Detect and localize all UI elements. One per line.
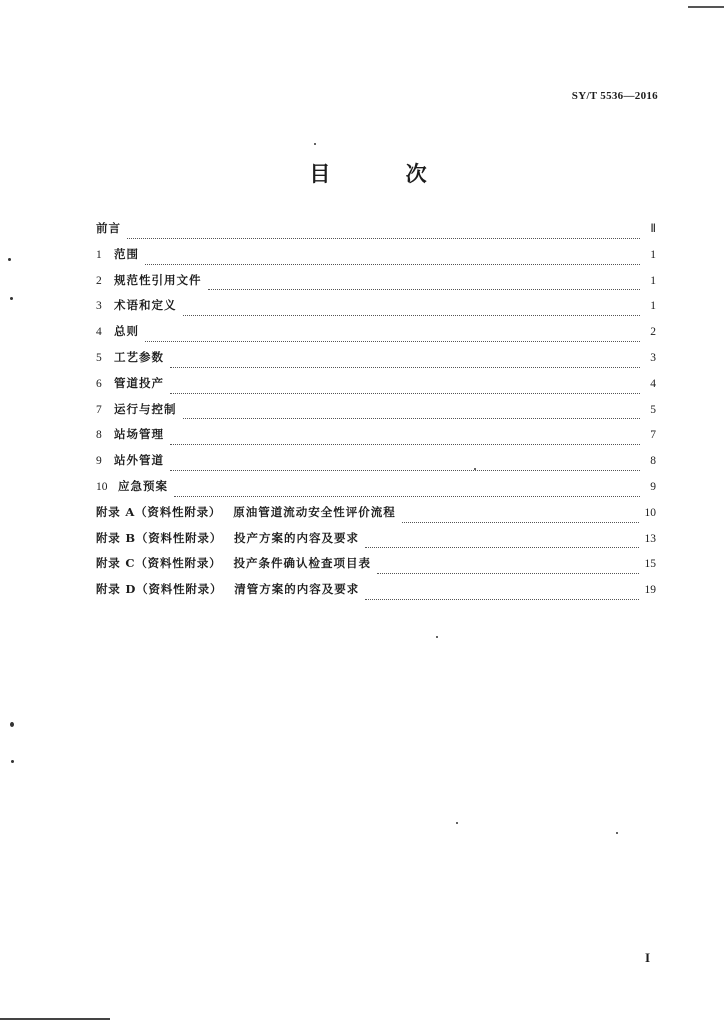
- dot-leader: [365, 598, 638, 600]
- toc-page-number: 1: [650, 248, 656, 261]
- scan-speck: [314, 143, 316, 145]
- toc-entry-3[interactable]: [96, 297, 656, 323]
- toc-label: 术语和定义: [114, 298, 177, 313]
- page-number: I: [644, 950, 650, 965]
- toc-number: 3: [96, 300, 102, 313]
- toc-page-number: 3: [650, 351, 656, 364]
- standard-code: SY/T 5536—2016: [571, 90, 658, 102]
- toc-number: 5: [96, 351, 102, 364]
- dot-leader: [170, 392, 640, 394]
- toc-page-number: 10: [644, 506, 656, 519]
- toc-label: 管道投产: [114, 375, 164, 390]
- toc-label: 清管方案的内容及要求: [234, 582, 360, 597]
- scan-speck: [11, 760, 14, 763]
- toc-page-number: 1: [650, 300, 656, 313]
- scan-speck: [436, 636, 438, 638]
- toc-entry-appendix-a[interactable]: [96, 504, 656, 530]
- toc-label: 站外管道: [114, 453, 164, 468]
- scan-edge-line: [688, 6, 724, 8]
- toc-entry-appendix-d[interactable]: [96, 581, 656, 607]
- toc-entry-2[interactable]: [96, 272, 656, 298]
- toc-page-number: 13: [644, 532, 656, 545]
- dot-leader: [145, 263, 640, 265]
- toc-number: 10: [96, 480, 108, 493]
- toc-page-number: Ⅱ: [650, 223, 656, 235]
- toc-entry-9[interactable]: [96, 452, 656, 478]
- page-title: 目 次: [309, 161, 461, 186]
- toc-page-number: 1: [650, 274, 656, 287]
- toc-number: 9: [96, 455, 102, 468]
- toc-page-number: 5: [650, 403, 656, 416]
- toc-number: 4: [96, 326, 102, 339]
- dot-leader: [170, 469, 640, 471]
- toc-entry-7[interactable]: [96, 401, 656, 427]
- toc-number: 7: [96, 403, 102, 416]
- appendix-id: 附录 A（资料性附录）: [96, 504, 222, 519]
- toc-page-number: 2: [650, 326, 656, 339]
- toc-page-number: 4: [650, 377, 656, 390]
- toc-label: 站场管理: [114, 427, 164, 442]
- toc-label: 前言: [96, 221, 121, 235]
- toc-entry-10[interactable]: [96, 478, 656, 504]
- toc-page-number: 15: [644, 558, 656, 571]
- dot-leader: [183, 417, 641, 419]
- toc-label: 范围: [114, 246, 139, 261]
- scan-speck: [10, 297, 13, 300]
- toc-number: 8: [96, 429, 102, 442]
- dot-leader: [170, 443, 640, 445]
- toc-label: 投产方案的内容及要求: [234, 530, 360, 545]
- appendix-id: 附录 C（资料性附录）: [96, 556, 222, 571]
- dot-leader: [145, 340, 640, 342]
- dot-leader: [170, 366, 640, 368]
- toc-label: 运行与控制: [114, 401, 177, 416]
- toc-entry-foreword[interactable]: [96, 220, 656, 246]
- toc-page-number: 9: [650, 480, 656, 493]
- toc-label: 原油管道流动安全性评价流程: [233, 504, 396, 519]
- scan-speck: [10, 722, 14, 727]
- toc-page-number: 19: [644, 584, 656, 597]
- appendix-id: 附录 D（资料性附录）: [96, 582, 223, 597]
- scan-edge-line: [0, 1018, 110, 1020]
- scan-speck: [8, 258, 11, 261]
- toc-number: 1: [96, 248, 102, 261]
- dot-leader: [365, 546, 638, 548]
- dot-leader: [127, 237, 640, 239]
- scan-speck: [616, 832, 618, 834]
- toc-entry-appendix-c[interactable]: [96, 555, 656, 581]
- toc-entry-1[interactable]: [96, 246, 656, 272]
- toc-entry-6[interactable]: [96, 375, 656, 401]
- toc-number: 6: [96, 377, 102, 390]
- toc-label: 应急预案: [118, 478, 168, 493]
- dot-leader: [183, 314, 641, 316]
- scan-speck: [474, 468, 476, 470]
- dot-leader: [402, 521, 639, 523]
- toc-page-number: 7: [650, 429, 656, 442]
- toc-label: 规范性引用文件: [114, 272, 202, 287]
- toc-page-number: 8: [650, 455, 656, 468]
- toc-entry-4[interactable]: [96, 323, 656, 349]
- toc-entry-5[interactable]: [96, 349, 656, 375]
- toc-label: 投产条件确认检查项目表: [233, 556, 371, 571]
- table-of-contents: [96, 220, 656, 607]
- dot-leader: [208, 288, 641, 290]
- toc-entry-8[interactable]: [96, 426, 656, 452]
- dot-leader: [377, 572, 639, 574]
- toc-label: 总则: [114, 324, 139, 339]
- toc-number: 2: [96, 274, 102, 287]
- dot-leader: [174, 495, 640, 497]
- scan-speck: [456, 822, 458, 824]
- toc-label: 工艺参数: [114, 349, 164, 364]
- toc-entry-appendix-b[interactable]: [96, 530, 656, 556]
- appendix-id: 附录 B（资料性附录）: [96, 530, 223, 545]
